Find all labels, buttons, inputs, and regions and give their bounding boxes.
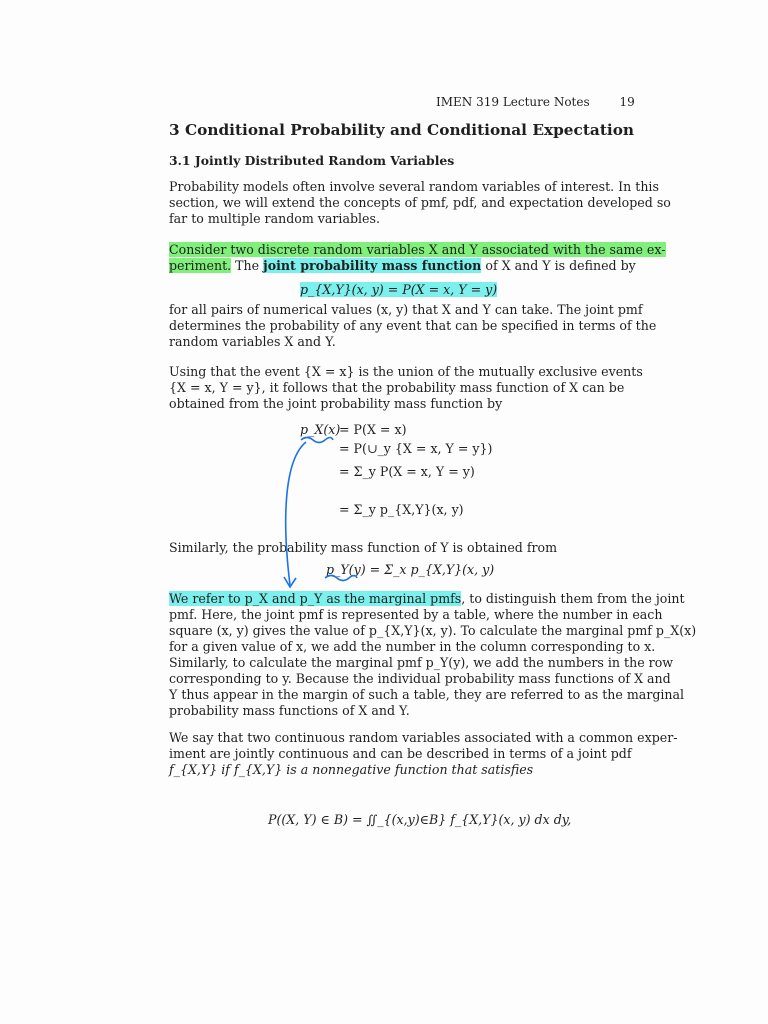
green-highlight: periment. [169, 258, 232, 273]
cyan-highlight: We refer to p_X and p_Y as the marginal pmfs [169, 591, 462, 606]
squiggle-underline-px [301, 438, 333, 443]
curved-arrow [286, 442, 306, 585]
eq2-row-1: = P(X = x) [339, 422, 407, 437]
para4-line-1: Using that the event {X = x} is the union of the mutually exclusive events [169, 364, 643, 379]
para5: Similarly, the probability mass function of Y is obtained from [169, 540, 558, 555]
para6-line-5: Similarly, to calculate the marginal pmf p_Y(y), we add the numbers in the row [169, 655, 674, 670]
green-highlight: Consider two discrete random variables X and Y associated with the same ex- [169, 242, 666, 257]
section-heading: 3 Conditional Probability and Conditional Expectation [169, 121, 635, 139]
para6-line-4: for a given value of x, we add the number in the column corresponding to x. [169, 639, 656, 654]
eq2-row-2: = P(∪_y {X = x, Y = y}) [339, 441, 493, 456]
eq2-lhs: p_X(x) [300, 422, 341, 437]
equation-marginal-y: p_Y(y) = Σ_x p_{X,Y}(x, y) [326, 562, 495, 577]
text: , to distinguish them from the joint [461, 591, 685, 606]
eq2-row-3: = Σ_y P(X = x, Y = y) [339, 464, 475, 479]
para1-line-1: Probability models often involve several random variables of interest. In this [169, 179, 659, 194]
eq2-row-4: = Σ_y p_{X,Y}(x, y) [339, 502, 464, 517]
para6-line-6: corresponding to y. Because the individual probability mass functions of X and [169, 671, 671, 686]
header-title: IMEN 319 Lecture Notes [436, 95, 590, 109]
text: The [235, 258, 260, 273]
para4-line-2: {X = x, Y = y}, it follows that the probability mass function of X can be [169, 380, 625, 395]
equation-joint-pdf: P((X, Y) ∈ B) = ∬_{(x,y)∈B} f_{X,Y}(x, y) dx dy, [268, 812, 572, 827]
para3-line-1: for all pairs of numerical values (x, y) that X and Y can take. The joint pmf [169, 302, 643, 317]
para3-line-2: determines the probability of any event that can be specified in terms of the [169, 318, 657, 333]
para7-line-1: We say that two continuous random variables associated with a common exper- [169, 730, 678, 745]
para6-line-8: probability mass functions of X and Y. [169, 703, 410, 718]
text: of X and Y is defined by [485, 258, 636, 273]
page-number: 19 [619, 95, 635, 109]
para6-line-3: square (x, y) gives the value of p_{X,Y}(x, y). To calculate the marginal pmf p_X(x) [169, 623, 697, 638]
para1-line-2: section, we will extend the concepts of pmf, pdf, and expectation developed so [169, 195, 671, 210]
bold-term: joint probability mass function [263, 258, 482, 273]
para3-line-3: random variables X and Y. [169, 334, 336, 349]
equation-text: p_{X,Y}(x, y) = P(X = x, Y = y) [300, 282, 498, 297]
para7-line-2: iment are jointly continuous and can be described in terms of a joint pdf [169, 746, 632, 761]
para6-line-2: pmf. Here, the joint pmf is represented by a table, where the number in each [169, 607, 663, 622]
para6-line-7: Y thus appear in the margin of such a table, they are referred to as the marginal [169, 687, 685, 702]
subsection-heading: 3.1 Jointly Distributed Random Variables [169, 153, 455, 168]
para4-line-3: obtained from the joint probability mass function by [169, 396, 503, 411]
squiggle-underline-py [325, 576, 357, 581]
para7-line-3: f_{X,Y} if f_{X,Y} is a nonnegative function that satisfies [169, 762, 534, 777]
para1-line-3: far to multiple random variables. [169, 211, 380, 226]
